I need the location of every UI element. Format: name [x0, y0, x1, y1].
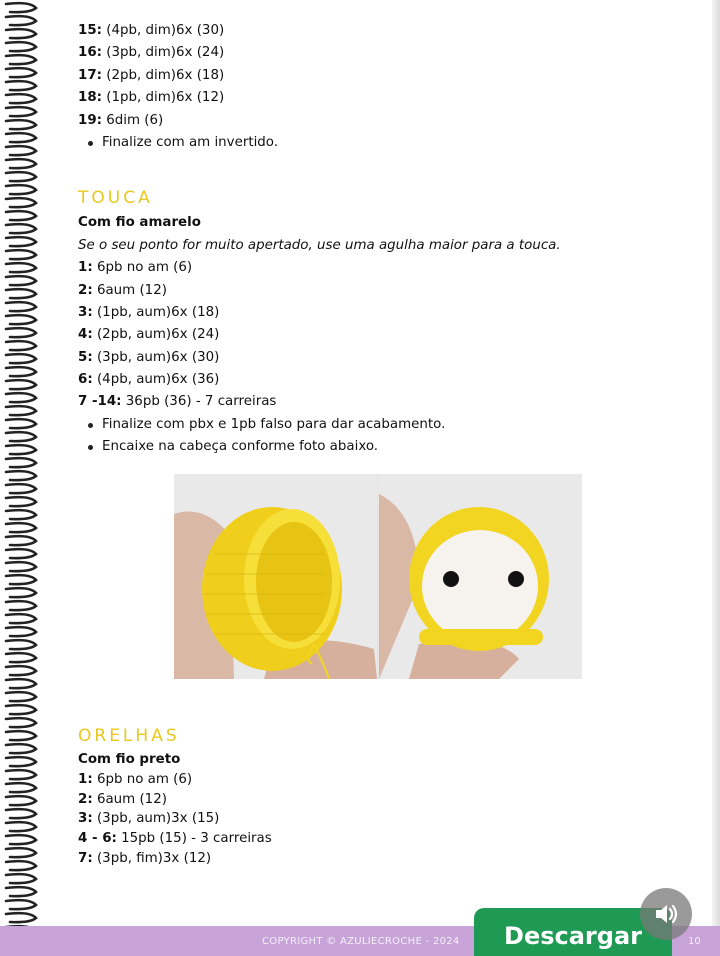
spiral-coil: [6, 835, 36, 844]
spiral-coil: [6, 536, 36, 545]
spiral-coil: [6, 783, 36, 792]
spiral-coil: [6, 302, 36, 311]
pattern-content: [78, 20, 678, 459]
spiral-coil: [6, 458, 36, 467]
spiral-coil: [6, 198, 36, 207]
download-button[interactable]: Descargar: [474, 908, 672, 956]
spiral-coil: [6, 588, 36, 597]
spiral-coil: [6, 172, 36, 181]
spiral-coil: [6, 146, 36, 155]
spiral-coil: [6, 315, 36, 324]
round-line: 5: (3pb, aum)6x (30): [78, 349, 220, 365]
bullet-item: Encaixe na cabeça conforme foto abaixo.: [82, 436, 678, 458]
round-line: 3: (3pb, aum)3x (15): [78, 811, 220, 827]
round-line: 2: 6aum (12): [78, 282, 167, 298]
spiral-binding: [0, 0, 44, 956]
spiral-coil: [6, 731, 36, 740]
copyright-text: COPYRIGHT © AZULIECROCHE - 2024: [262, 936, 460, 947]
spiral-coil: [6, 237, 36, 246]
section-title-touca: TOUCA: [78, 188, 153, 209]
round-line: 1: 6pb no am (6): [78, 771, 193, 787]
spiral-coil: [6, 666, 36, 675]
spiral-coil: [6, 406, 36, 415]
spiral-coil: [6, 796, 36, 805]
spiral-coil: [6, 367, 36, 376]
speaker-volume-icon: [651, 899, 681, 929]
orelhas-section: [78, 722, 678, 869]
spiral-coil: [6, 380, 36, 389]
spiral-coil: [6, 705, 36, 714]
spiral-coil: [6, 42, 36, 51]
section-title-orelhas: ORELHAS: [78, 726, 180, 746]
round-line: 17: (2pb, dim)6x (18): [78, 67, 225, 83]
spiral-coil: [6, 692, 36, 701]
spiral-coil: [6, 601, 36, 610]
page-number: 10: [688, 936, 701, 947]
spiral-coil: [6, 861, 36, 870]
spiral-coil: [6, 627, 36, 636]
spiral-coil: [6, 900, 36, 909]
spiral-coil: [6, 393, 36, 402]
spiral-coil: [6, 276, 36, 285]
spiral-coil: [6, 471, 36, 480]
touca-bullets: [78, 414, 678, 459]
bullet-item: Finalize com pbx e 1pb falso para dar acabamento.: [82, 414, 678, 436]
round-line: 6: (4pb, aum)6x (36): [78, 372, 220, 388]
touca-note: Se o seu ponto for muito apertado, use uma agulha maior para a touca.: [78, 237, 561, 253]
spiral-coil: [6, 133, 36, 142]
touca-rounds-list: [78, 257, 678, 414]
spiral-coil: [6, 107, 36, 116]
bullet-item: Finalize com am invertido.: [82, 132, 678, 154]
spiral-coil: [6, 848, 36, 857]
spiral-coil: [6, 497, 36, 506]
top-rounds-list: [78, 20, 678, 132]
spiral-coil: [6, 484, 36, 493]
round-line: 3: (1pb, aum)6x (18): [78, 304, 220, 320]
spiral-coil: [6, 640, 36, 649]
spiral-coil: [6, 328, 36, 337]
spiral-coil: [6, 94, 36, 103]
spiral-coil: [6, 549, 36, 558]
page-edge: [712, 0, 720, 926]
spiral-coil: [6, 445, 36, 454]
spiral-coil: [6, 614, 36, 623]
touca-photos: [174, 474, 582, 679]
round-line: 2: 6aum (12): [78, 791, 167, 807]
round-line: 4 - 6: 15pb (15) - 3 carreiras: [78, 831, 272, 847]
spiral-coil: [6, 653, 36, 662]
photo-hat-inside: [174, 474, 377, 679]
spiral-coil: [6, 523, 36, 532]
spiral-coil: [6, 575, 36, 584]
spiral-coil: [6, 354, 36, 363]
round-line: 15: (4pb, dim)6x (30): [78, 23, 225, 38]
spiral-coil: [6, 81, 36, 90]
round-line: 16: (3pb, dim)6x (24): [78, 45, 225, 61]
touca-subtitle: Com fio amarelo: [78, 215, 201, 231]
spiral-coil: [6, 289, 36, 298]
spiral-coil: [6, 419, 36, 428]
spiral-coil: [6, 770, 36, 779]
spiral-coil: [6, 159, 36, 168]
spiral-coil: [6, 874, 36, 883]
sound-button[interactable]: [640, 888, 692, 940]
round-line: 7 -14: 36pb (36) - 7 carreiras: [78, 394, 277, 410]
spiral-coil: [6, 250, 36, 259]
spiral-coil: [6, 341, 36, 350]
photo-hat-on-head: [379, 474, 582, 679]
spiral-coil: [6, 679, 36, 688]
spiral-coil: [6, 185, 36, 194]
spiral-coil: [6, 68, 36, 77]
spiral-coil: [6, 55, 36, 64]
spiral-coil: [6, 263, 36, 272]
round-line: 19: 6dim (6): [78, 112, 164, 128]
spiral-coil: [6, 887, 36, 896]
round-line: 18: (1pb, dim)6x (12): [78, 90, 225, 106]
spiral-coil: [6, 809, 36, 818]
spiral-coil: [6, 913, 36, 922]
orelhas-subtitle: Com fio preto: [78, 752, 181, 767]
spiral-coil: [6, 16, 36, 25]
round-line: 7: (3pb, fim)3x (12): [78, 850, 212, 866]
spiral-coil: [6, 3, 36, 12]
spiral-coil: [6, 432, 36, 441]
round-line: 1: 6pb no am (6): [78, 260, 193, 276]
spiral-coil: [6, 211, 36, 220]
spiral-coil: [6, 562, 36, 571]
spiral-coil: [6, 822, 36, 831]
round-line: 4: (2pb, aum)6x (24): [78, 327, 220, 343]
spiral-coil: [6, 120, 36, 129]
spiral-coil: [6, 510, 36, 519]
spiral-coil: [6, 757, 36, 766]
top-bullets: [78, 132, 678, 154]
spiral-coil: [6, 718, 36, 727]
spiral-coil: [6, 224, 36, 233]
spiral-coil: [6, 744, 36, 753]
spiral-coil: [6, 29, 36, 38]
